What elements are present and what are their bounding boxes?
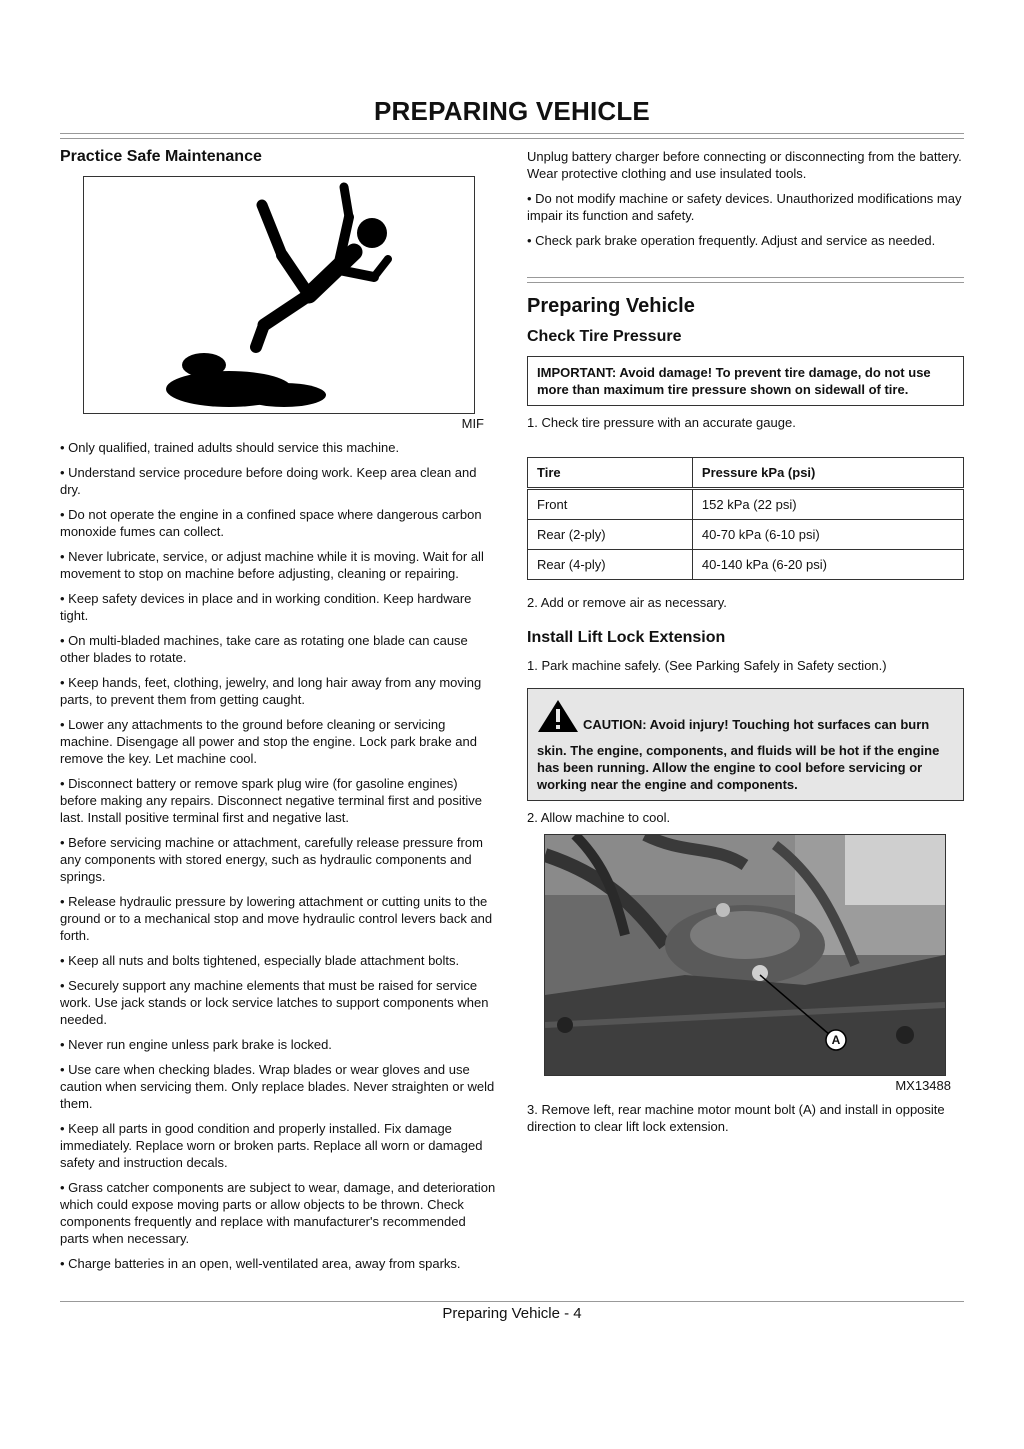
table-row bbox=[528, 489, 964, 520]
column-header: Tire bbox=[528, 458, 693, 489]
intro-paragraph: Unplug battery charger before connecting or disconnecting from the battery. Wear protective clothing and use insulated tools. bbox=[527, 149, 962, 181]
engine-mount-photo-icon bbox=[545, 835, 945, 1075]
list-item: • Charge batteries in an open, well-ventilated area, away from sparks. bbox=[60, 1256, 461, 1271]
figure-code: MIF bbox=[461, 416, 484, 431]
table-cell: Rear (4-ply) bbox=[528, 550, 693, 580]
page-title: PREPARING VEHICLE bbox=[374, 96, 650, 126]
table-row bbox=[528, 520, 964, 550]
caution-box bbox=[527, 688, 964, 801]
step-text: 2. Allow machine to cool. bbox=[527, 810, 671, 825]
list-item: • Never run engine unless park brake is locked. bbox=[60, 1037, 332, 1052]
list-item: • Use care when checking blades. Wrap blades or wear gloves and use caution when servicing them. Only replace blades. Never straighten or weld them. bbox=[60, 1062, 495, 1111]
callout-label: A bbox=[831, 1033, 841, 1047]
list-item: • Do not operate the engine in a confined space where dangerous carbon monoxide fumes can collect. bbox=[60, 507, 482, 539]
list-item: • Never lubricate, service, or adjust machine while it is moving. Wait for all movement to stop on machine before adjusting, cleaning or repairing. bbox=[60, 549, 484, 581]
warning-triangle-icon bbox=[537, 699, 579, 733]
list-item: • Securely support any machine elements that must be raised for service work. Use jack stands or lock service latches to support components when needed. bbox=[60, 978, 489, 1027]
list-item: • Keep all nuts and bolts tightened, especially blade attachment bolts. bbox=[60, 953, 460, 968]
caution-text: skin. The engine, components, and fluids will be hot if the engine has been running. Allow the engine to cool before servicing or working near the engine and components. bbox=[537, 743, 940, 792]
section-title: Preparing Vehicle bbox=[527, 295, 695, 317]
table-cell: Rear (2-ply) bbox=[528, 520, 693, 550]
step-text: 1. Park machine safely. (See Parking Safely in Safety section.) bbox=[527, 658, 887, 673]
tire-pressure-table bbox=[527, 457, 964, 580]
tire-pressure-heading: Check Tire Pressure bbox=[527, 328, 682, 345]
list-item: • Keep all parts in good condition and properly installed. Fix damage immediately. Replace worn or broken parts. Replace all worn or damaged safety and instruction decals. bbox=[60, 1121, 483, 1170]
list-item: • Keep hands, feet, clothing, jewelry, and long hair away from any moving parts, to prevent them from getting caught. bbox=[60, 675, 482, 707]
list-item: • On multi-bladed machines, take care as rotating one blade can cause other blades to rotate. bbox=[60, 633, 468, 665]
right-column bbox=[527, 148, 964, 1143]
column-header: Pressure kPa (psi) bbox=[692, 458, 963, 489]
caution-heading: CAUTION: Avoid injury! Touching hot surfaces can burn bbox=[583, 717, 930, 732]
lift-lock-heading: Install Lift Lock Extension bbox=[527, 629, 726, 646]
table-cell: Front bbox=[528, 489, 693, 520]
list-item: • Release hydraulic pressure by lowering attachment or cutting units to the ground or to a mechanical stop and move hydraulic control levers back and forth. bbox=[60, 894, 493, 943]
list-item: • Do not modify machine or safety devices. Unauthorized modifications may impair its function and safety. bbox=[527, 191, 962, 223]
list-item: • Keep safety devices in place and in working condition. Keep hardware tight. bbox=[60, 591, 472, 623]
list-item: • Check park brake operation frequently. Adjust and service as needed. bbox=[527, 233, 936, 248]
table-cell: 152 kPa (22 psi) bbox=[692, 489, 963, 520]
table-row bbox=[528, 550, 964, 580]
header-rule-top bbox=[60, 133, 964, 134]
left-column bbox=[60, 148, 496, 1280]
section-rule-bottom bbox=[527, 282, 964, 283]
table-header-row bbox=[528, 458, 964, 489]
list-item: • Grass catcher components are subject to wear, damage, and deterioration which could expose moving parts or allow objects to be thrown. Check components frequently and replace with manufacturer's recommended parts when necessary. bbox=[60, 1180, 496, 1246]
figure-code: MX13488 bbox=[895, 1078, 951, 1093]
step-text: 2. Add or remove air as necessary. bbox=[527, 595, 727, 610]
step-text: 1. Check tire pressure with an accurate gauge. bbox=[527, 415, 796, 430]
slip-hazard-illustration bbox=[83, 176, 475, 414]
section-rule-top bbox=[527, 277, 964, 278]
table-cell: 40-140 kPa (6-20 psi) bbox=[692, 550, 963, 580]
footer-rule bbox=[60, 1301, 964, 1302]
safety-bullet-list bbox=[60, 439, 496, 1272]
important-note bbox=[527, 356, 964, 406]
step-text: 3. Remove left, rear machine motor mount bolt (A) and install in opposite direction to clear lift lock extension. bbox=[527, 1102, 945, 1134]
list-item: • Lower any attachments to the ground before cleaning or servicing machine. Disengage all power and stop the engine. Lock park brake and remove the key. Let machine cool. bbox=[60, 717, 477, 766]
safe-maintenance-heading: Practice Safe Maintenance bbox=[60, 148, 262, 165]
motor-mount-photo bbox=[544, 834, 946, 1076]
list-item: • Understand service procedure before doing work. Keep area clean and dry. bbox=[60, 465, 477, 497]
important-note-text: IMPORTANT: Avoid damage! To prevent tire damage, do not use more than maximum tire pressure shown on sidewall of tire. bbox=[537, 365, 931, 397]
falling-person-icon bbox=[84, 177, 474, 413]
list-item: • Only qualified, trained adults should service this machine. bbox=[60, 440, 400, 455]
table-cell: 40-70 kPa (6-10 psi) bbox=[692, 520, 963, 550]
list-item: • Disconnect battery or remove spark plug wire (for gasoline engines) before making any repairs. Disconnect negative terminal first and positive last. Install positive terminal first and negative last. bbox=[60, 776, 482, 825]
page-footer: Preparing Vehicle - 4 bbox=[442, 1305, 582, 1322]
list-item: • Before servicing machine or attachment, carefully release pressure from any components with stored energy, such as hydraulic components and springs. bbox=[60, 835, 483, 884]
header-rule-bottom bbox=[60, 138, 964, 139]
